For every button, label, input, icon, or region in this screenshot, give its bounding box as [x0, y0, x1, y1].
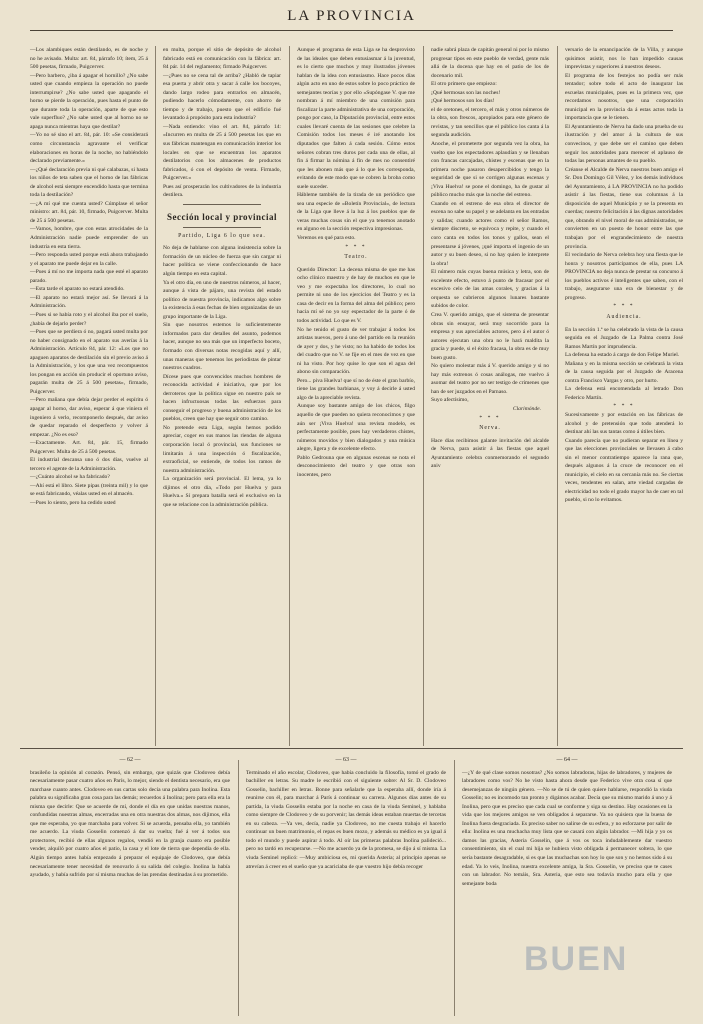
paragraph: —Vamos, hombre, que con estas atrocidades de la Administración nadie puede emprender de un industria en esta tierra.: [30, 226, 148, 250]
column-1: [30, 46, 148, 508]
paragraph: Pero... piva Huelva! que sí no de éste el gran barbío, tiene las grandes barbianas, y voy á decirle á usted algo de la apreciable revista.: [297, 377, 415, 401]
folletin-rule: [20, 748, 683, 749]
paragraph: No quiero molestar más á V. querido amigo y si no hay más extrenos ó cosas análogas, me vuelvo á asomar del teatro por no ser testigo de crímenes que han de ser juzgados en el Parnaso.: [431, 363, 549, 395]
signature: Clarimónde.: [512, 405, 541, 412]
paragraph: Hace dias recibimos galante invitación del alcalde de Nerva, para asistir á las fiestas que aquel Ayuntamiento celebra conmemorando el segundo aniv: [431, 437, 549, 470]
paragraph: —Pues si se había roto y el alcohol iba por el suelo, ¿había de dejarlo perder?: [30, 311, 148, 327]
column-5: [565, 46, 683, 505]
paragraph: El industrial descansa uno ó dos días, vuelve al tercero el agente de la Administración.: [30, 457, 148, 472]
feuilleton-column-1: [30, 756, 230, 880]
paragraph: —¿Cuánto alcohol se ha fabricado?: [30, 474, 110, 481]
paragraph: Pablo Gedrouna que en algunas escenas se nota el desconocimiento del teatro y que otras son inocentes, pero: [297, 454, 415, 478]
paragraph: versario de la emancipación de la Villa, y aunque quisimos asistir, nos lo han impedido causas imprevistas y superiores á nuestros deseos.: [565, 47, 683, 71]
library-watermark-stamp: BUEN: [524, 940, 629, 978]
paragraph: Cuando parecía que no pudieran separar en línea y que las elecciones provinciales se llevasen á cabo sin el menor contratiempo aparece la rana que, después algunos á la cruce de reconocer en el municipio, el cielo en su cercanía más no. Se ciertas veces, tendentes en salan, arte viedad cargadas de electricidad no todo el grado mayor ha de caer en tal pueblo, si no lo evitamos.: [565, 437, 683, 504]
article-dateline: Partido, Liga 6 lo que sea.: [178, 232, 266, 239]
paragraph: ¡Qué hermosos son los días!: [431, 98, 495, 105]
paragraph: el de oretones, el tercero, el más y otros números de la obra, son frescos, apropiados para este género de revistas, y tan sencillos que el público los canta á la segunda audición.: [431, 106, 549, 139]
paragraph: No deja de hablarse con alguna insistencia sobre la formación de un núcleo de fuerza que sin cargar ni hacer política se viene confeccionando de hace algún tiempo en esta capital.: [163, 245, 281, 278]
column-divider: [423, 46, 424, 746]
paragraph: Terminado el año escolar, Clodoveo, que había concluido la filosofía, tomó el grado de bachiller en letras. Su madre le escribió con el siguiente sobre: Al Sr. D. Clodoveo Gosselin, bachiller en letras. Bonne para señalarle que la esperaba allí, donde iría á reunirse con él, para marchar á París á continuar su carrera. Algunos días antes de su partida, la viuda Gosselin estaba por la noche en casa de la viuda Seminel, y hablaba como siempre de Clodoveo y de su porvenir; las demás ideas estaban muertas de tercetas en su cabeza. —Ya ves, decía, nadie ya Clodoveo, no me cuesta trabajo el hacerlo continuar un buen matrimonio, el repas es buen mozo, y además su médico es ya igual á todo el mundo y puede aspirar á todo. Al oír las primeras palabras Inolina palideció... pero no tardó en recuperarse. —No me acuerdo ya de la promesa, se dijo á sí misma. La viuda Seminel replicó: —Muy ambiciosa es, mi querida Asteria; al principio apenas se atrevían á creer en el sueño que ya acariciaba de que vuestro hijo debía recoger: [246, 769, 446, 870]
paragraph: Querido Director: La decena misma de que me has ocho clínico maestro y de hay de muchos en que le veo y me expectaba los directores, lo cual no permite ni uno de los ejercicios del Teatro y es la casa de decir en la forma del alma del público; pero hacia mí sé no yo soy espectador de la parte ó de todos actividad. Lo que es V.: [297, 266, 415, 324]
separator-stars: * * *: [613, 403, 635, 410]
paragraph: Sucesivamente y por estación en las fábricas de alcohol y de pretensión que todo atenderá lo destinar ahí las sus tantas como á útiles bien.: [565, 411, 683, 436]
paragraph: —Nada entiendo: vino el art. 84, párrafo 14: «Incurren en multa de 25 á 500 pesetas los que en sus fábricas mantengan en comunicación interior los locales en que se encuentran los aparatos destilatorios con los almacenes de productos fabricados, ó con el depósito de venta. Firmado, Puigcerver.»: [163, 123, 281, 182]
column-divider: [557, 46, 558, 746]
paragraph: La organización será provincial. El lema, ya lo dijimos el otro día, «Todo por Huelva y para Huelva.» Sí prepara batalla será el exclusivo en la que se relacione con la administración pública.: [163, 476, 281, 508]
paragraph: El programa de los festejos no podía ser más tentador; sobre todo el acto de inaugurar las escuelas municipales, pues es la primera vez, que recordamos nosotros, que una corporación municipal en la provincia da á estas actos toda la importancia que se le tienen.: [565, 72, 683, 122]
paragraph: Suyo afectísimo,: [431, 397, 469, 404]
paragraph: —¿Qué declaración previa ni qué calabazas, si hasta los niños de teta saben que el horno de las fábricas de alcohol está siempre encendido hasta que termina toda la destilación?: [30, 166, 148, 199]
paragraph: —¿Pues no se cena tal de arriba? ¿Habló de tapiar esa puerta y abrir otra y sacar á calle los bocoyes, dando largo rodeo para entrarlos en almacén, pudiendo hacerlo cómodamente, con ahorro de tiempo y de trabajo, puesto que el edificio fué levantado á propósito para esta industria?: [163, 72, 281, 122]
page-number: — 64 —: [556, 757, 578, 763]
article-heading: Teatro.: [344, 254, 368, 261]
paragraph: —Pero mañana que debía dejar perder el espíritu ó apagar al horno, dar aviso, esperar á que viniera el ingeniero á verlo, recomponerlo después, dar aviso de quedar reparado el desperfecto y volver á empezar. ¿No es eso?: [30, 397, 148, 438]
paragraph: —Pues que se perdiera ó no, pagará usted multa por no haber consignado en el aparato sus averías á la Administración. Artículo 84, pár. 12: «Los que no apaguen aparatos de destilación sin el previo aviso á la Administración, y los que una vez recompuestos los pongan en acción sin producir el oportuno aviso, pagarán multa de 25 á 500 pesetas», firmado, Puigcerver.: [30, 329, 148, 395]
paragraph: Mañana y en la misma sección se celebrará la vista de la causa seguida por el Juzgado de Aracena contra Francisco Vargas y otro, por hurto.: [565, 360, 683, 384]
article-heading: Audiencia.: [606, 313, 642, 320]
paragraph: —El aparato no estará mejor así. Se llevará á la Administración.: [30, 294, 148, 310]
section-rule: [183, 204, 261, 205]
column-3: [297, 46, 415, 479]
paragraph: Sin que nosotros estemos lo suficientemente informados para dar detalles del asunto, podemos hacer, aunque no sea más que un imperfecto boceto, formado con diversas notas recogidas aquí y allí, unas maneras que tenemos los periodistas de pintar nuestros cuadros.: [163, 322, 281, 372]
column-2: [163, 46, 281, 509]
paragraph: —Yo no sé sino el art. 84, pár. 10: «Se considerará como circunstancia agravante el verificar elaboraciones en horas de la noche, no habiéndolo declarado previamente.»: [30, 132, 148, 165]
paragraph: brasileño la opinión al corazón. Pensó, sin embargo, que quizás que Clodoveo debía necesariamente pasar cuatro años en París, lo mejor, siendo el dentista necesario, era que marchase cuanto antes. Clodoveo en sus cartas solo decía una palabra para Inolina. Esta palabra su significaba gran cosa para las demás; recuerdos á Inolina; pero para ella era la misma que decirle: Que se acuerde de mí, donde el día en que unidas nuestras manos, confundidas nuestras almas, encerradas una en otra nuestras dos almas, nos dijimos, ella que me esperaba, yo que marchaba para volver. Si se acuerda, pensaba ella, yo también me acuerdo. La viuda Gosselin comenzó á dar su vuelta; fué á ver á todos sus protectores, recibió de ellas algunos regalos, vendió en la granja cuanto era posible vender, alquiló por cuatro años el patio, la casa y el lote de tierra que dependía de ella. Algún tiempo antes había empezado á preparar el equipaje de Clodoveo, que debía necesariamente tener necesidad de renovarlo á su salida del colegio. Inolina la había ayudado, y había sufrido por sí misma muchas de las prendas destinadas á su prometido.: [30, 769, 230, 879]
paragraph: —Pues lo siento, pero ha cedido usted: [30, 499, 116, 506]
paragraph: —Esta tarde el aparato no estará atendido.: [30, 286, 125, 293]
masthead: [0, 0, 703, 44]
column-divider: [454, 760, 455, 1016]
paragraph: —Pero responda usted porque está ahora trabajando y el aparato me puede dejar en la calle.: [30, 252, 148, 267]
column-divider: [238, 760, 239, 1016]
paragraph: Dícese pues que convencidos muchos hombres de reconocida actividad é iniciativa, que por los derroteros que la política sigue en nuestro país se hacen infructuosas todas las esfuerzos para conseguir el progreso y buena administración de los pueblos, creen que hay que seguir otro camino.: [163, 373, 281, 423]
paragraph: Crea V. querido amigo, que el sistema de presentar obras sin ensayar, será muy socorrido para la empresa y sus apreciables actores, pero á el autor ó autores ejecutan una obra no le hará maldita la gracia y puede, si el éxito fracasa, la obra es de muy buen gusto.: [431, 311, 549, 361]
paragraph: Anoche, el prometerte por segunda vez la obra, ha vuelto que los espectadores aplaudían y se llenaban con francas carcajadas, chistes y escenas que en la primera noche pasaron desapercibidos y tengo la seguridad de que si se corrigen algunas escenas y ¡Viva Huelva! se pone el domingo, ha de gustar al público mucho más que la noche del estreno.: [431, 141, 549, 199]
paragraph: Cuando en el estreno de esa obra el director de escena no sabe su papel y se adelanta en las entradas y salidas; cuando actores como el señor Ramos, siempre discreto, se equivoca y repite, y cuando el coro canta en todos los tonos y gallos, sean el presentarse á jóvenes, ¡qué importa el ingenio de un autor y su buen deseo, si no hay quien le interprete la obra!: [431, 200, 549, 267]
paragraph: —Exactamente. Art. 84, pár. 15, firmado Puigcerver. Multa de 25 á 500 pesetas.: [30, 440, 148, 455]
paragraph: En la sección 1.ª se ha celebrado la vista de la causa seguida en el Juzgado de La Palma contra José Ramos Martín por imprudencia.: [565, 326, 683, 350]
paragraph: El otro primero que empiezo:: [431, 81, 497, 88]
section-heading: Sección local y provincial: [166, 211, 278, 222]
column-4: [431, 46, 549, 471]
paragraph: —¿Y de qué clase somos nosotras? ¿No somos labradoras, hijas de labradores, y mujeres de labradores como vos? No he visto hasta ahora desde que Federico vive otra cosa sí que desemejanzas de ningún género. —No se de tú de quien quiere hablarse, respondió la viuda Gosselin; no es incomodo tan pronto y digámos acabar. Decía que su mismo marido á uno y á Inolina, pero que es preciso que cada cual se conforme y siga su destino. Hay ocasiones en la vida que los mejores amigos se ven obligados á separarse. Ya no quisiera que la buena de Inolina fuera desgraciada. Es preciso saber no salirse de su esfera, y no esforzarse por salir de ella: Inolina es una muchacha muy lista que se casará con algún labrador. —Mi hija y yo os damos las gracias, Asteria Gosselin, que á vos os toca indudablemente dar vuestro consentimiento, sin el cual mi hija se hubiera visto obligada á permanecer soltera, lo que sería bastante desagradable, si es que las muchachas son hoy lo que son y no hemos sido á su edad. Ya lo veis, Inolina, nuestra excelente amiga, la Sra. Gosselin, ve preciso que te cases con un labrador. No temáis, Sra. Asteria, que esto sea todavía mucho para ella y que semejante boda: [462, 769, 672, 887]
page-number: — 63 —: [335, 757, 357, 763]
separator-stars: * * *: [613, 303, 635, 310]
separator-stars: * * *: [345, 243, 367, 250]
paragraph: nadie sabrá plaza de capitán general ni por lo mismo progresar tipos en este pueblo de verdad, gente más allá de la docena que hay en el patio de los de docenario mil.: [431, 47, 549, 79]
paragraph: La defensa está encomendada al letrado Don Federico Martín.: [565, 386, 683, 401]
masthead-rule: [30, 30, 673, 31]
paragraph: No pretende esta Liga, según hemos podido apreciar, coger en sus manos las riendas de alguna corporación local ó provincial, sus funciones se limitarán á una inspección ó fiscalización, extraoficial, se entiende, de todos los ramos de nuestra administración.: [163, 424, 281, 474]
section-rule: [183, 227, 261, 228]
paragraph: —Ahí está el libro. Siete pipas (treinta mil) y lo que se está fabricando, véalas usted en el almacén.: [30, 482, 148, 498]
paragraph: El número más cuyas buena música y letra, son de excelente efecto, estuvo á punto de fracasar por el excesivo celo de las amas corales, y gracias á la orquesta se cubrieron algunos lunares bastante subidos de color.: [431, 269, 549, 310]
paragraph: Hábleme también de la tirada de un periódico que sea una especie de «Boletín Provincial», de lectura de la Liga que lleve á la luz á los pueblos que de veras muchas cosas sin el que ya tenemos anotado en alguno en la sección respectiva impresionas.: [297, 192, 415, 233]
separator-stars: * * *: [479, 414, 501, 421]
column-divider: [155, 46, 156, 746]
paragraph: Aunque soy bastante amigo de los chicos, filgo aquello de que pueden no quiera reconocimos y que aún ser ¡Viva Huelva! una revista modelo, es perfectamente posible, pues hay verdaderos chistes, números movidos y bien dialogados y una música alegre, ligera y de excelente efecto.: [297, 403, 415, 453]
masthead-title: LA PROVINCIA: [287, 8, 416, 24]
article-heading: Nerva.: [479, 425, 501, 432]
page-number: — 62 —: [119, 757, 141, 763]
paragraph: Aunque el programa de esta Liga se ha desprovisto de las ideales que deben entusiasmar á la juventud, es lo cierto que muchos y muy ilustrados jóvenes hablan de la idea con entusiasmo. Hace pocos días algún acto en uno de estos sobre lo poco práctico de semejantes teorías y por ello «Supóngase V. que me nombran á mí miembro de una comisión para fiscalizar la parte administrativa de una corporación, pongo por caso, la Diputación provincial, entre estos cuales llevaré cuenta de las sesiones que celebre la Comisión todos los meses é iré anotando los diputados que falten á cada sesión. Cómo estos señores cobran tres duros por cada una de ellas, al fin á firmar la nómina á fin de mes no consentiré que les abonen más que á lo que les corresponda, evitando de este modo que se cobren la broba como suele suceder.: [297, 47, 415, 190]
column-divider: [289, 46, 290, 746]
paragraph: El vecindario de Nerva celebra hoy una fiesta que le honra y nosotros participamos de ella, pues LA PROVINCIA no deja nunca de prestar su concurso á los pueblos activos é inteligentes que saben, con el trabajo, asegurarse una era de bienestar y de progreso.: [565, 252, 683, 301]
paragraph: La defensa ha estado á cargo de don Felipe Muriel.: [565, 352, 680, 359]
paragraph: Veremos en qué para esto.: [297, 235, 356, 242]
paragraph: Créanse el Alcalde de Nerva nuestros buen amigo el Sr. Don Domingo Gil Vélez, y los demás individuos del Ayuntamiento, á LA PROVINCIA no ha podido asistir á las fiestas, tiene sus columnas á la disposición de aquel Municipio y se la presenta en cuerdas; nuestro felicitación á las dignas autoridades que, obrando el nivel moral de sus administrados, se convierten en un puesto de honor entre las que trabajan por el engrandecimiento de nuestra provincia.: [565, 166, 683, 250]
paragraph: Pues así prosperarán los cultivadores de la industria destilera.: [163, 183, 281, 199]
paragraph: No he tenido el gusto de ver trabajar á todos los artistas nuevos, pero á uno del partido en la reunión de ayer y dos, y he visto; no ha habido de todos los del cuadro que no V. se fije en el mes de vez en que ni ha visto. Por hoy quise lo que son el agua del abono sin comparación.: [297, 326, 415, 376]
paragraph: El Ayuntamiento de Nerva ha dado una prueba de su ilustración y del amor á la cultura de sus convecinos, y que debe ser el camino que deben seguir los autoridades para merecer el aplauso de todas las personas amantes de su pueblo.: [565, 123, 683, 165]
paragraph: —¿A mí qué me cuenta usted? Cúmplase el señor ministro: art. 84, pár. 10, firmado, Puigcerver. Multa de 25 á 500 pesetas.: [30, 200, 148, 224]
feuilleton-column-3: [462, 756, 672, 888]
feuilleton-column-2: [246, 756, 446, 871]
paragraph: en multa, porque el sitio de depósito de alcohol fabricado está en comunicación con la fábrica: art. 84 pár. 14 del reglamento; firmado Puigcerver.: [163, 47, 281, 71]
paragraph: —Los alambiques están destilando, es de noche y no he avisado. Multa: art. 84, párrafo 10; ítem, 25 á 500 pesetas, firmado, Puigcerver.: [30, 47, 148, 71]
paragraph: ¡Qué hermosas son las noches!: [431, 89, 501, 96]
paragraph: Ya el otro día, en uno de nuestros números, al hacer, aunque á vista de pájaro, una revista del estado político de nuestra provincia, indicamos algo sobre la existencia á esas fechas de bien organizadas de un grupo importante de la Liga.: [163, 279, 281, 320]
paragraph: —Pues á mí no me importa nada que esté el aparato parado.: [30, 269, 148, 284]
paragraph: —Pero barbero, ¿iba á apagar el hornillo? ¿No sabe usted que cuando empieza la operación no puede interrumpirse? ¿No sabe usted que apagando el horno se pierde la operación, pues hasta el punto de que durante toda la operación, aparte de que esto vale superfluo? ¿No sabe usted que al horno no se apaga nunca mientras haya que destilar?: [30, 72, 148, 130]
